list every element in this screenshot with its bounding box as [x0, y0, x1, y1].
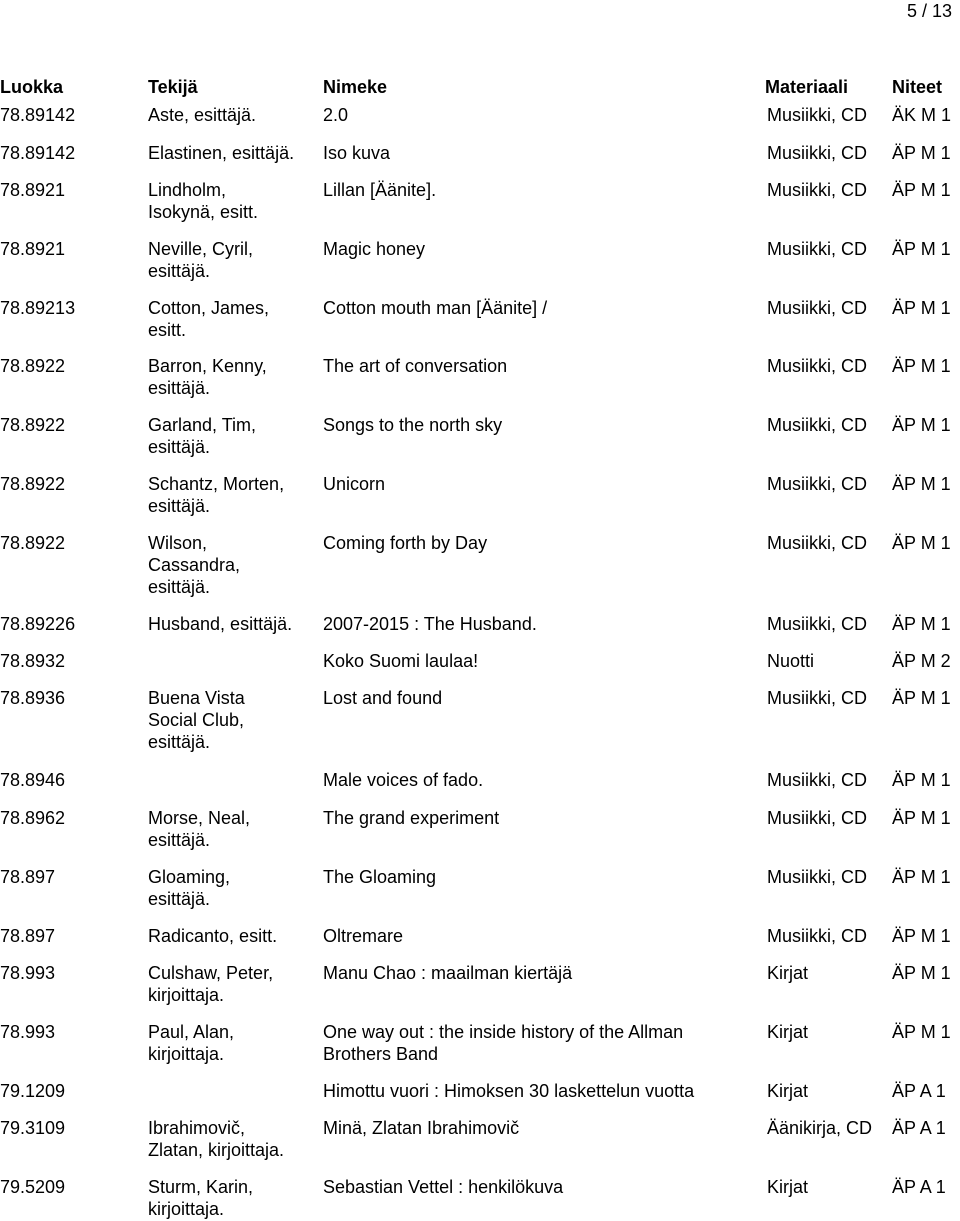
header-niteet: Niteet [892, 77, 943, 97]
cell-niteet: ÄP M 1 [892, 867, 951, 887]
cell-tekija: Lindholm, Isokynä, esitt. [148, 180, 259, 222]
cell-materiaali: Nuotti [767, 651, 815, 671]
cell-tekija: Barron, Kenny, esittäjä. [148, 356, 267, 398]
cell-materiaali: Musiikki, CD [767, 356, 868, 376]
cell-materiaali: Musiikki, CD [767, 867, 868, 887]
cell-nimeke: Unicorn [323, 474, 386, 494]
cell-niteet: ÄP M 1 [892, 963, 951, 983]
cell-nimeke: The grand experiment [323, 808, 500, 828]
cell-niteet: ÄP A 1 [892, 1177, 946, 1197]
cell-materiaali: Musiikki, CD [767, 143, 868, 163]
cell-nimeke: Himottu vuori : Himoksen 30 laskettelun vuotta [323, 1081, 695, 1101]
cell-niteet: ÄP M 2 [892, 651, 951, 671]
cell-niteet: ÄP A 1 [892, 1118, 946, 1138]
cell-luokka: 78.897 [0, 867, 56, 887]
cell-luokka: 78.993 [0, 963, 56, 983]
cell-niteet: ÄP M 1 [892, 356, 951, 376]
cell-luokka: 78.89142 [0, 143, 76, 163]
cell-luokka: 78.993 [0, 1022, 56, 1042]
cell-materiaali: Musiikki, CD [767, 808, 868, 828]
cell-luokka: 78.89213 [0, 298, 76, 318]
cell-nimeke: Lost and found [323, 688, 443, 708]
cell-niteet: ÄP M 1 [892, 614, 951, 634]
cell-tekija: Cotton, James, esitt. [148, 298, 270, 340]
cell-tekija: Paul, Alan, kirjoittaja. [148, 1022, 235, 1064]
cell-materiaali: Musiikki, CD [767, 926, 868, 946]
cell-nimeke: One way out : the inside history of the Allman Brothers Band [323, 1022, 684, 1064]
cell-materiaali: Musiikki, CD [767, 105, 868, 125]
cell-nimeke: Iso kuva [323, 143, 391, 163]
cell-niteet: ÄP M 1 [892, 533, 951, 553]
cell-tekija: Sturm, Karin, kirjoittaja. [148, 1177, 254, 1219]
cell-luokka: 79.1209 [0, 1081, 66, 1101]
cell-luokka: 78.8962 [0, 808, 66, 828]
cell-luokka: 78.8922 [0, 474, 66, 494]
cell-niteet: ÄP M 1 [892, 143, 951, 163]
cell-tekija: Gloaming, esittäjä. [148, 867, 231, 909]
cell-nimeke: Minä, Zlatan Ibrahimovič [323, 1118, 520, 1138]
cell-nimeke: Lillan [Äänite]. [323, 180, 437, 200]
cell-nimeke: Songs to the north sky [323, 415, 503, 435]
cell-luokka: 78.89226 [0, 614, 76, 634]
cell-luokka: 78.8921 [0, 239, 66, 259]
cell-materiaali: Kirjat [767, 963, 809, 983]
cell-luokka: 78.8946 [0, 770, 66, 790]
cell-tekija: Aste, esittäjä. [148, 105, 257, 125]
cell-tekija: Elastinen, esittäjä. [148, 143, 295, 163]
cell-nimeke: Koko Suomi laulaa! [323, 651, 479, 671]
cell-niteet: ÄP M 1 [892, 415, 951, 435]
cell-niteet: ÄP M 1 [892, 180, 951, 200]
cell-luokka: 78.8922 [0, 415, 66, 435]
cell-materiaali: Musiikki, CD [767, 688, 868, 708]
cell-luokka: 78.8936 [0, 688, 66, 708]
cell-niteet: ÄP M 1 [892, 808, 951, 828]
cell-materiaali: Kirjat [767, 1177, 809, 1197]
cell-niteet: ÄK M 1 [892, 105, 952, 125]
cell-luokka: 78.89142 [0, 105, 76, 125]
cell-niteet: ÄP M 1 [892, 926, 951, 946]
cell-nimeke: The art of conversation [323, 356, 508, 376]
cell-materiaali: Musiikki, CD [767, 474, 868, 494]
cell-niteet: ÄP M 1 [892, 770, 951, 790]
cell-nimeke: Magic honey [323, 239, 426, 259]
cell-niteet: ÄP M 1 [892, 239, 951, 259]
cell-nimeke: Manu Chao : maailman kiertäjä [323, 963, 573, 983]
cell-tekija: Schantz, Morten, esittäjä. [148, 474, 285, 516]
cell-nimeke: Oltremare [323, 926, 404, 946]
cell-materiaali: Äänikirja, CD [767, 1118, 873, 1138]
cell-luokka: 78.8932 [0, 651, 66, 671]
cell-materiaali: Musiikki, CD [767, 770, 868, 790]
cell-luokka: 79.5209 [0, 1177, 66, 1197]
cell-niteet: ÄP A 1 [892, 1081, 946, 1101]
cell-nimeke: 2.0 [323, 105, 349, 125]
cell-nimeke: Coming forth by Day [323, 533, 488, 553]
table-header [0, 76, 960, 98]
header-materiaali: Materiaali [765, 77, 849, 97]
cell-luokka: 78.8922 [0, 356, 66, 376]
cell-luokka: 78.897 [0, 926, 56, 946]
cell-materiaali: Musiikki, CD [767, 614, 868, 634]
cell-tekija: Buena Vista Social Club, esittäjä. [148, 688, 245, 752]
header-tekija: Tekijä [148, 77, 198, 97]
cell-nimeke: Male voices of fado. [323, 770, 484, 790]
cell-tekija: Garland, Tim, esittäjä. [148, 415, 257, 457]
cell-niteet: ÄP M 1 [892, 1022, 951, 1042]
cell-nimeke: 2007-2015 : The Husband. [323, 614, 537, 634]
cell-tekija: Neville, Cyril, esittäjä. [148, 239, 254, 281]
cell-nimeke: The Gloaming [323, 867, 437, 887]
cell-tekija: Radicanto, esitt. [148, 926, 278, 946]
page-number: 5 / 13 [906, 1, 952, 21]
cell-tekija: Husband, esittäjä. [148, 614, 293, 634]
cell-materiaali: Musiikki, CD [767, 298, 868, 318]
header-nimeke: Nimeke [323, 77, 388, 97]
cell-niteet: ÄP M 1 [892, 474, 951, 494]
cell-tekija: Wilson, Cassandra, esittäjä. [148, 533, 241, 597]
cell-niteet: ÄP M 1 [892, 298, 951, 318]
cell-materiaali: Kirjat [767, 1081, 809, 1101]
cell-materiaali: Musiikki, CD [767, 415, 868, 435]
cell-niteet: ÄP M 1 [892, 688, 951, 708]
cell-luokka: 78.8922 [0, 533, 66, 553]
cell-luokka: 78.8921 [0, 180, 66, 200]
cell-materiaali: Kirjat [767, 1022, 809, 1042]
header-luokka: Luokka [0, 77, 64, 97]
cell-nimeke: Sebastian Vettel : henkilökuva [323, 1177, 564, 1197]
cell-luokka: 79.3109 [0, 1118, 66, 1138]
cell-materiaali: Musiikki, CD [767, 533, 868, 553]
cell-nimeke: Cotton mouth man [Äänite] / [323, 298, 548, 318]
cell-tekija: Ibrahimovič, Zlatan, kirjoittaja. [148, 1118, 285, 1160]
cell-tekija: Morse, Neal, esittäjä. [148, 808, 251, 850]
cell-materiaali: Musiikki, CD [767, 180, 868, 200]
cell-tekija: Culshaw, Peter, kirjoittaja. [148, 963, 274, 1005]
cell-materiaali: Musiikki, CD [767, 239, 868, 259]
